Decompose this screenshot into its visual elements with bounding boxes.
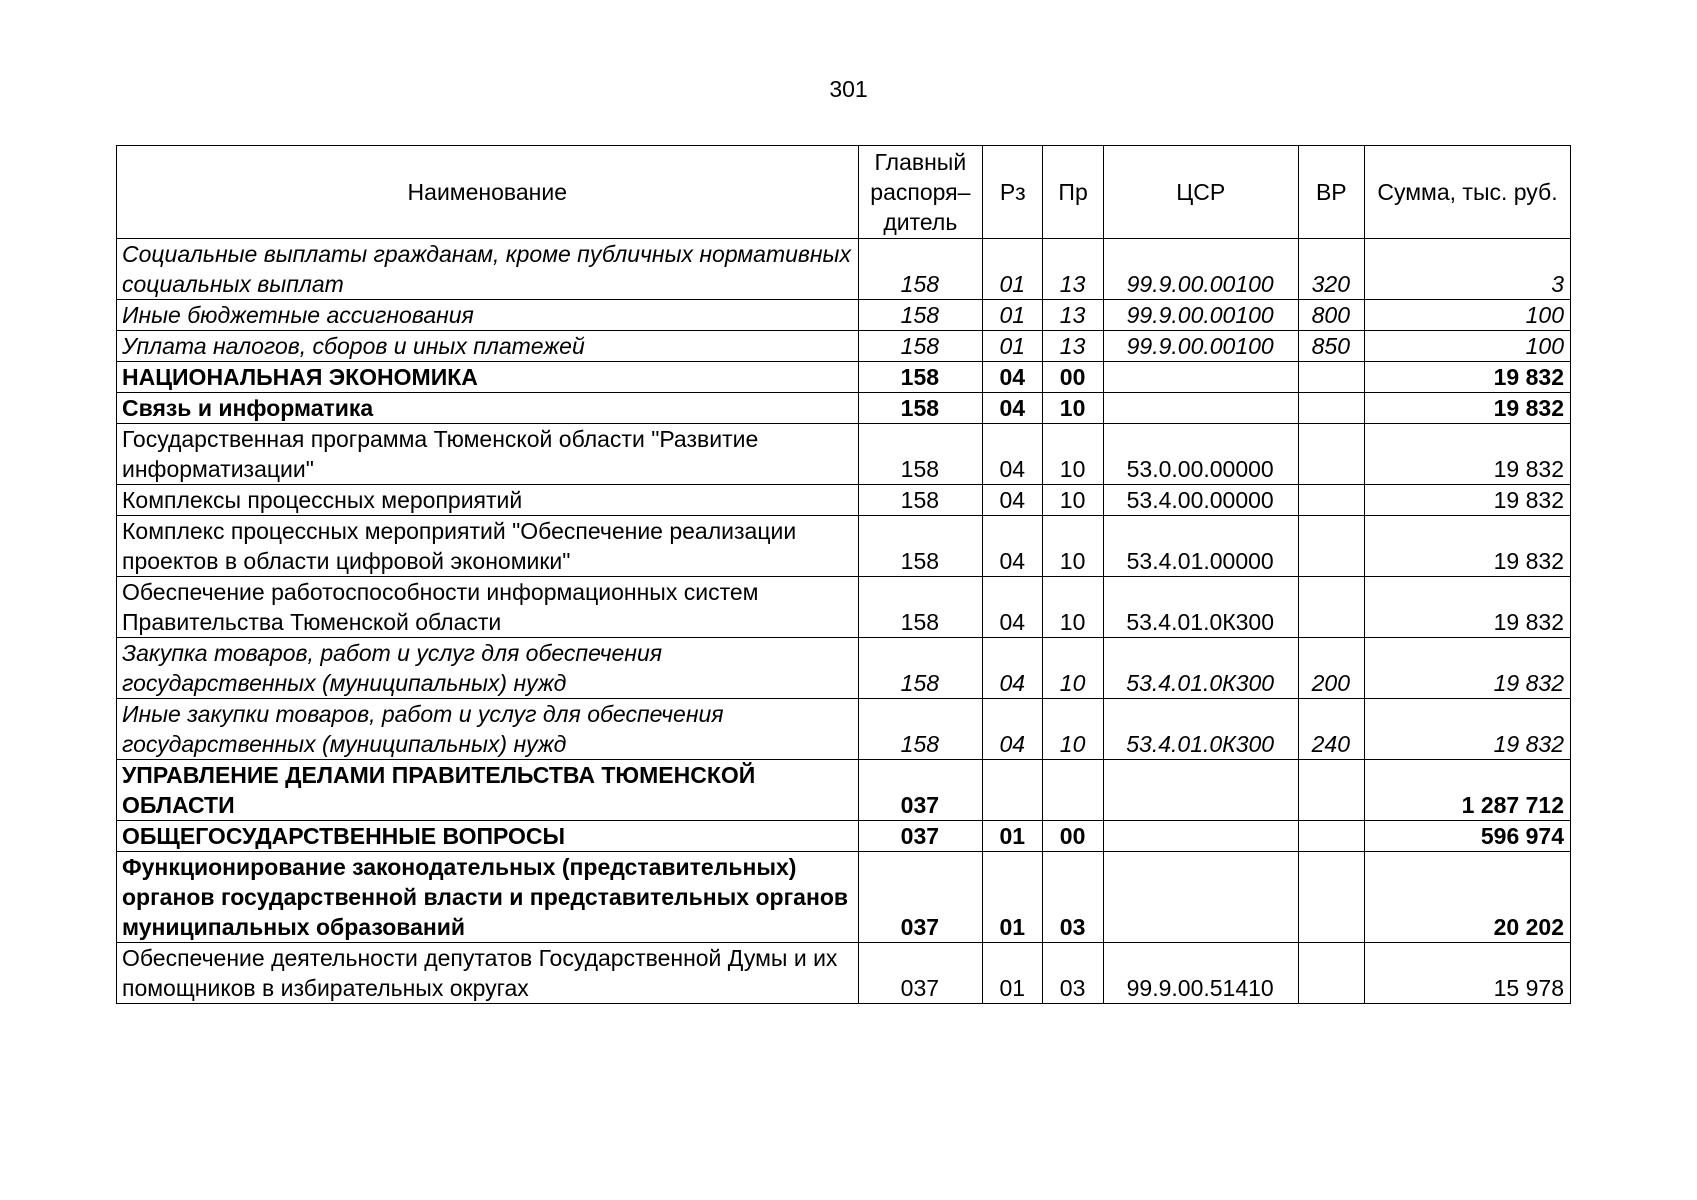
cell-expense-type: 800 (1298, 300, 1364, 331)
cell-subsection: 00 (1043, 821, 1103, 852)
cell-name: Социальные выплаты гражданам, кроме публичных нормативных социальных выплат (117, 239, 859, 300)
cell-subsection: 10 (1043, 393, 1103, 424)
cell-sum: 20 202 (1364, 852, 1570, 943)
cell-section: 01 (983, 239, 1043, 300)
cell-expense-type (1298, 852, 1364, 943)
cell-name: Уплата налогов, сборов и иных платежей (117, 331, 859, 362)
cell-section: 01 (983, 331, 1043, 362)
budget-table (116, 145, 1571, 1004)
table-row (117, 393, 1571, 424)
cell-target-article (1103, 362, 1298, 393)
header-subsection: Пр (1043, 146, 1103, 239)
cell-subsection: 03 (1043, 852, 1103, 943)
cell-sum: 19 832 (1364, 485, 1570, 516)
table-row (117, 300, 1571, 331)
cell-expense-type (1298, 424, 1364, 485)
table-row (117, 516, 1571, 577)
cell-target-article: 99.9.00.00100 (1103, 331, 1298, 362)
cell-target-article: 53.0.00.00000 (1103, 424, 1298, 485)
cell-name: Функционирование законодательных (представительных) органов государственной власти и представительных органов муниципальных образований (117, 852, 859, 943)
cell-name: Обеспечение деятельности депутатов Государственной Думы и их помощников в избирательных округах (117, 943, 859, 1004)
cell-main-manager: 158 (858, 516, 983, 577)
table-row (117, 485, 1571, 516)
cell-name: Комплексы процессных мероприятий (117, 485, 859, 516)
cell-expense-type: 240 (1298, 699, 1364, 760)
cell-section: 01 (983, 821, 1043, 852)
cell-main-manager: 158 (858, 424, 983, 485)
header-name: Наименование (117, 146, 859, 239)
table-row (117, 362, 1571, 393)
cell-section: 04 (983, 362, 1043, 393)
cell-target-article (1103, 821, 1298, 852)
header-section: Рз (983, 146, 1043, 239)
cell-sum: 19 832 (1364, 577, 1570, 638)
table-row (117, 638, 1571, 699)
cell-name: ОБЩЕГОСУДАРСТВЕННЫЕ ВОПРОСЫ (117, 821, 859, 852)
cell-subsection (1043, 760, 1103, 821)
table-row (117, 852, 1571, 943)
cell-expense-type (1298, 577, 1364, 638)
table-row (117, 760, 1571, 821)
cell-main-manager: 158 (858, 362, 983, 393)
cell-section: 04 (983, 393, 1043, 424)
cell-sum: 15 978 (1364, 943, 1570, 1004)
cell-sum: 19 832 (1364, 362, 1570, 393)
cell-name: Иные бюджетные ассигнования (117, 300, 859, 331)
table-row (117, 943, 1571, 1004)
cell-subsection: 10 (1043, 485, 1103, 516)
cell-section: 01 (983, 852, 1043, 943)
cell-main-manager: 158 (858, 393, 983, 424)
cell-main-manager: 037 (858, 943, 983, 1004)
cell-target-article: 53.4.01.0К300 (1103, 699, 1298, 760)
cell-sum: 100 (1364, 331, 1570, 362)
header-main-manager: Главный распоря–дитель (858, 146, 983, 239)
cell-expense-type (1298, 362, 1364, 393)
cell-name: НАЦИОНАЛЬНАЯ ЭКОНОМИКА (117, 362, 859, 393)
cell-expense-type (1298, 943, 1364, 1004)
cell-target-article (1103, 852, 1298, 943)
cell-sum: 19 832 (1364, 393, 1570, 424)
cell-subsection: 10 (1043, 516, 1103, 577)
cell-name: Обеспечение работоспособности информационных систем Правительства Тюменской области (117, 577, 859, 638)
page-number: 301 (829, 76, 868, 102)
cell-sum: 1 287 712 (1364, 760, 1570, 821)
table-row (117, 577, 1571, 638)
cell-target-article: 53.4.00.00000 (1103, 485, 1298, 516)
cell-subsection: 10 (1043, 424, 1103, 485)
cell-sum: 19 832 (1364, 699, 1570, 760)
cell-sum: 19 832 (1364, 516, 1570, 577)
cell-section: 04 (983, 485, 1043, 516)
cell-subsection: 03 (1043, 943, 1103, 1004)
cell-subsection: 10 (1043, 699, 1103, 760)
cell-section: 04 (983, 699, 1043, 760)
cell-name: Иные закупки товаров, работ и услуг для обеспечения государственных (муниципальных) нужд (117, 699, 859, 760)
cell-name: УПРАВЛЕНИЕ ДЕЛАМИ ПРАВИТЕЛЬСТВА ТЮМЕНСКОЙ ОБЛАСТИ (117, 760, 859, 821)
table-body (117, 239, 1571, 1004)
cell-expense-type (1298, 485, 1364, 516)
header-target-article: ЦСР (1103, 146, 1298, 239)
cell-section: 01 (983, 300, 1043, 331)
table-row (117, 821, 1571, 852)
header-sum: Сумма, тыс. руб. (1364, 146, 1570, 239)
cell-main-manager: 158 (858, 239, 983, 300)
cell-main-manager: 037 (858, 821, 983, 852)
cell-section: 04 (983, 577, 1043, 638)
cell-main-manager: 037 (858, 852, 983, 943)
cell-subsection: 10 (1043, 577, 1103, 638)
table-row (117, 424, 1571, 485)
cell-section: 04 (983, 424, 1043, 485)
cell-sum: 19 832 (1364, 638, 1570, 699)
cell-sum: 596 974 (1364, 821, 1570, 852)
cell-name: Связь и информатика (117, 393, 859, 424)
cell-main-manager: 158 (858, 485, 983, 516)
cell-name: Комплекс процессных мероприятий "Обеспечение реализации проектов в области цифровой экономики" (117, 516, 859, 577)
table-row (117, 239, 1571, 300)
cell-subsection: 13 (1043, 331, 1103, 362)
cell-target-article: 99.9.00.51410 (1103, 943, 1298, 1004)
cell-sum: 19 832 (1364, 424, 1570, 485)
cell-section: 04 (983, 516, 1043, 577)
cell-name: Государственная программа Тюменской области "Развитие информатизации" (117, 424, 859, 485)
cell-expense-type: 200 (1298, 638, 1364, 699)
cell-expense-type: 320 (1298, 239, 1364, 300)
cell-main-manager: 158 (858, 300, 983, 331)
cell-target-article (1103, 393, 1298, 424)
cell-main-manager: 158 (858, 331, 983, 362)
cell-subsection: 13 (1043, 239, 1103, 300)
cell-expense-type (1298, 760, 1364, 821)
cell-section: 04 (983, 638, 1043, 699)
cell-sum: 100 (1364, 300, 1570, 331)
cell-main-manager: 037 (858, 760, 983, 821)
cell-subsection: 13 (1043, 300, 1103, 331)
cell-main-manager: 158 (858, 699, 983, 760)
cell-sum: 3 (1364, 239, 1570, 300)
cell-target-article: 99.9.00.00100 (1103, 239, 1298, 300)
cell-expense-type (1298, 821, 1364, 852)
cell-target-article: 53.4.01.0К300 (1103, 638, 1298, 699)
cell-subsection: 00 (1043, 362, 1103, 393)
cell-section (983, 760, 1043, 821)
cell-target-article (1103, 760, 1298, 821)
table-header-row (117, 146, 1571, 239)
table-row (117, 699, 1571, 760)
cell-expense-type (1298, 516, 1364, 577)
cell-main-manager: 158 (858, 577, 983, 638)
cell-name: Закупка товаров, работ и услуг для обеспечения государственных (муниципальных) нужд (117, 638, 859, 699)
cell-subsection: 10 (1043, 638, 1103, 699)
cell-main-manager: 158 (858, 638, 983, 699)
table-row (117, 331, 1571, 362)
cell-target-article: 53.4.01.0К300 (1103, 577, 1298, 638)
cell-expense-type: 850 (1298, 331, 1364, 362)
cell-section: 01 (983, 943, 1043, 1004)
header-expense-type: ВР (1298, 146, 1364, 239)
cell-target-article: 53.4.01.00000 (1103, 516, 1298, 577)
cell-target-article: 99.9.00.00100 (1103, 300, 1298, 331)
cell-expense-type (1298, 393, 1364, 424)
